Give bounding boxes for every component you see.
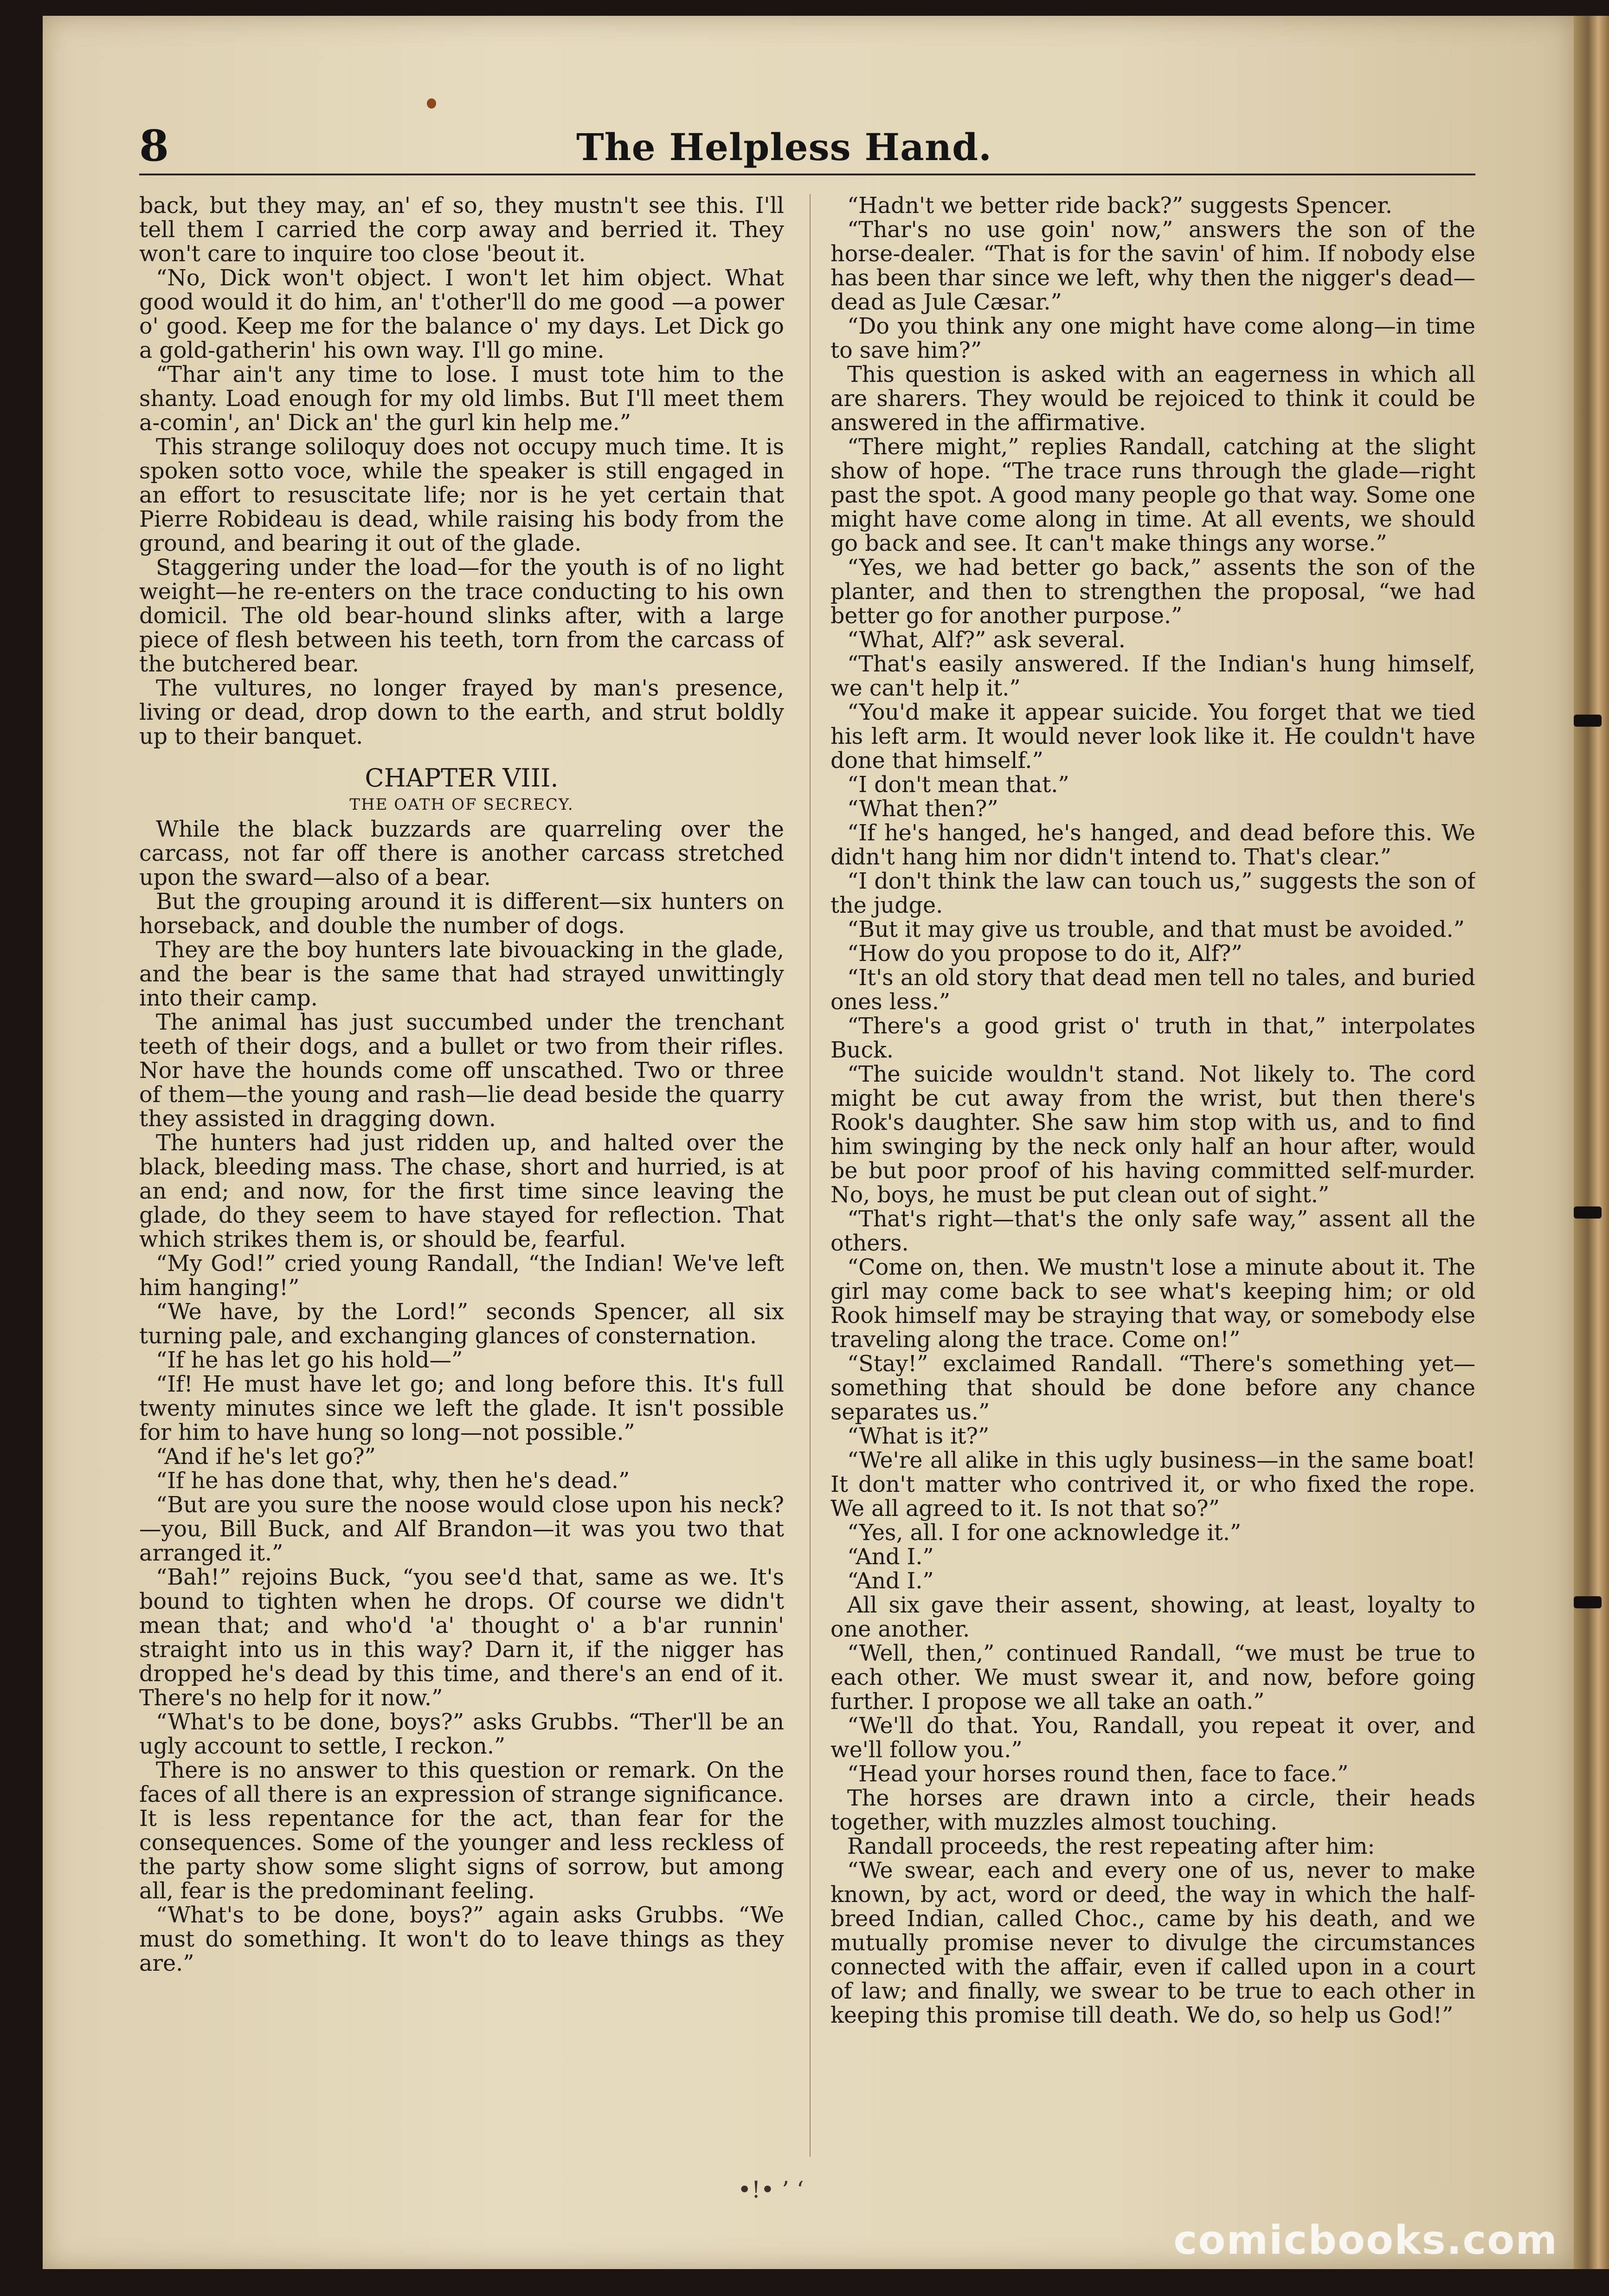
paragraph: “Yes, we had better go back,” assents the son of the planter, and then to strengthen the proposal, “we had better go for another purpose.” [830, 555, 1475, 629]
paragraph: “We swear, each and every one of us, never to make known, by act, word or deed, the way in which the half-breed Indian, called Choc., came by his death, and we mutually promise never to divulge the circumstances connected with the affair, even if called upon in a court of law; and finally, we swear to be true to each other in keeping this promise till death. We do, so help us God!” [830, 1858, 1475, 2028]
paragraph: “But it may give us trouble, and that must be avoided.” [847, 917, 1465, 942]
paragraph: “What, Alf?” ask several. [847, 627, 1126, 653]
paragraph: “The suicide wouldn't stand. Not likely to. The cord might be cut away from the wrist, but then there's Rook's daughter. She saw him stop with us, and to find him swinging by the neck only half an hour after, would be but poor proof of his having committed self-murder. No, boys, he must be put clean out of sight.” [830, 1062, 1475, 1208]
paragraph: “You'd make it appear suicide. You forget that we tied his left arm. It would never look like it. He couldn't have done that himself.” [830, 700, 1475, 774]
binding-stitch [1574, 1596, 1602, 1608]
paragraph: There is no answer to this question or remark. On the faces of all there is an expression of strange significance. It is less repentance for the act, than fear for the consequences. Some of the younger and less reckless of the party show some slight signs of sorrow, but among all, fear is the predominant feeling. [139, 1758, 784, 1904]
paragraph: “Thar ain't any time to lose. I must tote him to the shanty. Load enough for my old limbs. But I'll meet them a-comin', an' Dick an' the gurl kin help me.” [139, 362, 784, 436]
paragraph: “If he has done that, why, then he's dead.” [156, 1468, 630, 1494]
left-paragraphs [139, 194, 784, 749]
binding-stitch [1574, 715, 1602, 727]
watermark-logo: comicbooks.com [1173, 2217, 1558, 2264]
paragraph: “Come on, then. We mustn't lose a minute about it. The girl may come back to see what's keeping him; or old Rook himself may be straying that way, or somebody else traveling along the trace. Come on!” [830, 1255, 1475, 1353]
paragraph: “Well, then,” continued Randall, “we must be true to each other. We must swear it, and now, before going further. I propose we all take an oath.” [830, 1641, 1475, 1715]
paragraph: Staggering under the load—for the youth is of no light weight—he re-enters on the trace conducting to his own domicil. The old bear-hound slinks after, with a large piece of flesh between his teeth, torn from the carcass of the butchered bear. [139, 555, 784, 677]
paragraph: “If! He must have let go; and long before this. It's full twenty minutes since we left the glade. It isn't possible for him to have hung so long—not possible.” [139, 1372, 784, 1445]
chapter-subheading: THE OATH OF SECRECY. [349, 795, 574, 814]
paragraph: “Thar's no use goin' now,” answers the son of the horse-dealer. “That is for the savin' of him. If nobody else has been thar since we left, why then the nigger's dead—dead as Jule Cæsar.” [830, 217, 1475, 315]
paragraph: “What then?” [847, 796, 998, 822]
paragraph: “There might,” replies Randall, catching at the slight show of hope. “The trace runs through the glade—right past the spot. A good many people go that way. Some one might have come along in time. At all events, we should go back and see. It can't make things any worse.” [830, 434, 1475, 556]
paragraph: “Yes, all. I for one acknowledge it.” [847, 1520, 1242, 1546]
paragraph: “No, Dick won't object. I won't let him object. What good would it do him, an' t'other'll do me good —a power o' good. Keep me for the balance o' my days. Let Dick go a gold-gatherin' his own way. I'll go mine. [139, 265, 784, 363]
paragraph: While the black buzzards are quarreling over the carcass, not far off there is another carcass stretched upon the sward—also of a bear. [139, 817, 784, 890]
chapter-paragraphs [139, 818, 784, 1976]
paragraph: The horses are drawn into a circle, their heads together, with muzzles almost touching. [830, 1786, 1475, 1835]
paragraph: “Bah!” rejoins Buck, “you see'd that, same as we. It's bound to tighten when he drops. Of course we didn't mean that; and who'd 'a' thought o' a b'ar runnin' straight into us in this way? Darn it, if the nigger has dropped he's dead by this time, and there's an end of it. There's no help for it now.” [139, 1565, 784, 1711]
header-rule [139, 174, 1475, 175]
right-paragraphs [830, 194, 1475, 2028]
paragraph: The vultures, no longer frayed by man's presence, living or dead, drop down to the earth, and strut boldly up to their banquet. [139, 676, 784, 749]
paragraph: “What is it?” [847, 1424, 990, 1449]
paragraph: “That's right—that's the only safe way,” assent all the others. [830, 1206, 1475, 1256]
paragraph: “If he has let go his hold—” [156, 1348, 463, 1373]
chapter-heading: CHAPTER VIII. [365, 763, 559, 793]
paragraph: “I don't think the law can touch us,” suggests the son of the judge. [830, 869, 1475, 918]
paragraph: All six gave their assent, showing, at least, loyalty to one another. [830, 1593, 1475, 1642]
printer-mark: •!• ’ ‘ [738, 2176, 804, 2203]
paragraph: “Do you think any one might have come along—in time to save him?” [830, 314, 1475, 363]
paragraph: “But are you sure the noose would close upon his neck?—you, Bill Buck, and Alf Brandon—it was you two that arranged it.” [139, 1492, 784, 1566]
running-header [97, 116, 1471, 172]
page-number: 8 [139, 121, 169, 171]
right-column [830, 194, 1475, 2157]
paragraph: “And if he's let go?” [156, 1444, 376, 1470]
paragraph: “My God!” cried young Randall, “the Indian! We've left him hanging!” [139, 1251, 784, 1301]
paragraph: “Head your horses round then, face to face.” [847, 1761, 1349, 1787]
running-title: The Helpless Hand. [576, 125, 992, 169]
paragraph: Randall proceeds, the rest repeating after him: [847, 1834, 1375, 1859]
paragraph: “We'll do that. You, Randall, you repeat it over, and we'll follow you.” [830, 1713, 1475, 1763]
column-divider [810, 194, 811, 2157]
paragraph: “I don't mean that.” [847, 772, 1069, 798]
paragraph: “If he's hanged, he's hanged, and dead before this. We didn't hang him nor didn't intend to. That's clear.” [830, 820, 1475, 870]
ink-spot [427, 98, 436, 109]
paragraph: The hunters had just ridden up, and halted over the black, bleeding mass. The chase, short and hurried, is at an end; and now, for the first time since leaving the glade, do they seem to have stayed for reflection. That which strikes them is, or should be, fearful. [139, 1130, 784, 1252]
paragraph: “We have, by the Lord!” seconds Spencer, all six turning pale, and exchanging glances of consternation. [139, 1299, 784, 1349]
paragraph: “That's easily answered. If the Indian's hung himself, we can't help it.” [830, 651, 1475, 701]
binding-spine [1574, 16, 1609, 2269]
paragraph: But the grouping around it is different—six hunters on horseback, and double the number of dogs. [139, 889, 784, 939]
paragraph: “We're all alike in this ugly business—in the same boat! It don't matter who contrived it, or who fixed the rope. We all agreed to it. Is not that so?” [830, 1448, 1475, 1522]
paragraph: “It's an old story that dead men tell no tales, and buried ones less.” [830, 965, 1475, 1015]
paragraph: back, but they may, an' ef so, they mustn't see this. I'll tell them I carried the corp away and berried it. They won't care to inquire too close 'beout it. [139, 194, 784, 267]
paragraph: “How do you propose to do it, Alf?” [847, 941, 1242, 967]
paragraph: “And I.” [847, 1568, 934, 1594]
paragraph: They are the boy hunters late bivouacking in the glade, and the bear is the same that had strayed unwittingly into their camp. [139, 937, 784, 1011]
paragraph: The animal has just succumbed under the trenchant teeth of their dogs, and a bullet or two from their rifles. Nor have the hounds come off unscathed. Two or three of them—the young and rash—lie dead beside the quarry they assisted in dragging down. [139, 1010, 784, 1132]
paragraph: “What's to be done, boys?” again asks Grubbs. “We must do something. It won't do to leave things as they are.” [139, 1903, 784, 1976]
binding-stitch [1574, 1206, 1602, 1219]
paragraph: “Stay!” exclaimed Randall. “There's something yet—something that should be done before any chance separates us.” [830, 1351, 1475, 1425]
paragraph: This question is asked with an eagerness in which all are sharers. They would be rejoiced to think it could be answered in the affirmative. [830, 362, 1475, 436]
paragraph: “Hadn't we better ride back?” suggests Spencer. [847, 194, 1392, 219]
left-column [139, 194, 784, 2157]
paragraph: This strange soliloquy does not occupy much time. It is spoken sotto voce, while the speaker is still engaged in an effort to resuscitate life; nor is he yet certain that Pierre Robideau is dead, while raising his body from the ground, and bearing it out of the glade. [139, 434, 784, 556]
paragraph: “There's a good grist o' truth in that,” interpolates Buck. [830, 1013, 1475, 1063]
paragraph: “And I.” [847, 1544, 934, 1570]
paragraph: “What's to be done, boys?” asks Grubbs. “Ther'll be an ugly account to settle, I reckon.” [139, 1709, 784, 1759]
